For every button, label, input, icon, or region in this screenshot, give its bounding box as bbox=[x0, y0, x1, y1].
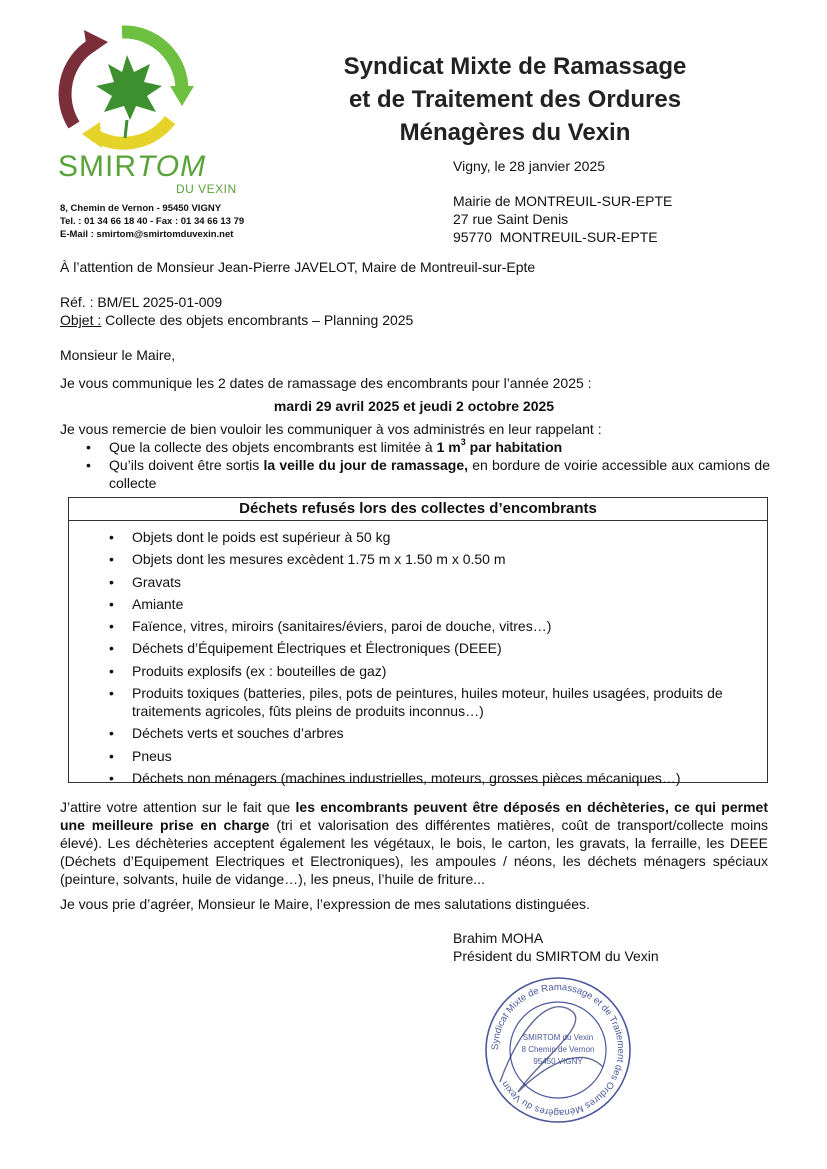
reminder-paragraph: Je vous remercie de bien vouloir les communiquer à vos administrés en leur rappelant : bbox=[60, 421, 602, 437]
reminder-list bbox=[82, 438, 770, 492]
date-line: Vigny, le 28 janvier 2025 bbox=[453, 158, 606, 174]
intro-paragraph: Je vous communique les 2 dates de ramassage des encombrants pour l’année 2025 : bbox=[60, 375, 592, 391]
refused-item: • Déchets d’Équipement Électriques et Électroniques (DEEE) bbox=[105, 639, 765, 657]
collection-dates: mardi 29 avril 2025 et jeudi 2 octobre 2025 bbox=[273, 398, 555, 414]
refused-item: • Amiante bbox=[105, 595, 765, 613]
signatory-title: Président du SMIRTOM du Vexin bbox=[453, 948, 659, 964]
title-line-2: et de Traitement des Ordures bbox=[348, 86, 682, 113]
brand-smir: SMIR bbox=[58, 150, 137, 183]
contact-email: E-Mail : smirtom@smirtomduvexin.net bbox=[60, 229, 234, 240]
maroon-arrow bbox=[65, 45, 92, 125]
refused-item: • Objets dont les mesures excèdent 1.75 m x 1.50 m x 0.50 m bbox=[105, 550, 765, 568]
refused-waste-list bbox=[105, 528, 765, 791]
refused-item: • Pneus bbox=[105, 747, 765, 765]
title-line-1: Syndicat Mixte de Ramassage bbox=[343, 53, 687, 80]
subject-line bbox=[60, 311, 768, 329]
subject-text: Collecte des objets encombrants – Planning 2025 bbox=[101, 312, 414, 328]
brand-tom: TOM bbox=[137, 150, 207, 183]
maroon-arrowhead bbox=[84, 30, 108, 56]
refused-item: • Faïence, vitres, miroirs (sanitaires/éviers, paroi de douche, vitres…) bbox=[105, 617, 765, 635]
refused-item: • Produits explosifs (ex : bouteilles de gaz) bbox=[105, 662, 765, 680]
dechetterie-paragraph: J’attire votre attention sur le fait que les encombrants peuvent être déposés en déchèteries, ce qui permet une meilleure prise en charge (tri et valorisation des différentes matières, coût de transport/collecte moins élevé). Les déchèteries acceptent également les végétaux, le bois, le carton, les gravats, la ferraille, les DEEE (Déchets d’Equipement Electriques et Electroniques), les ampoules / néons, les déchets ménagers spéciaux (peinture, solvants, huile de vidange…), les pneus, l’huile de friture... bbox=[60, 799, 768, 887]
yellow-arrowhead bbox=[82, 122, 102, 148]
svg-text:8 Chemin de Vernon: 8 Chemin de Vernon bbox=[521, 1045, 595, 1054]
recipient-line-1: Mairie de MONTREUIL-SUR-EPTE bbox=[453, 193, 673, 209]
subject-label: Objet : bbox=[60, 312, 102, 328]
closing-formula: Je vous prie d’agréer, Monsieur le Maire, l’expression de mes salutations distinguées. bbox=[60, 896, 590, 912]
reminder-item-volume: • Que la collecte des objets encombrants est limitée à 1 $m^3$ par habitation bbox=[82, 438, 770, 456]
leaf-icon bbox=[96, 55, 162, 138]
refused-waste-heading: Déchets refusés lors des collectes d’encombrants bbox=[69, 498, 767, 521]
reference-line: Réf. : BM/EL 2025-01-009 bbox=[60, 294, 223, 310]
title-line-3: Ménagères du Vexin bbox=[399, 119, 631, 146]
refused-item: • Objets dont le poids est supérieur à 50 kg bbox=[105, 528, 765, 546]
letterhead-title bbox=[300, 50, 730, 149]
brand-subtitle: DU VEXIN bbox=[176, 182, 237, 196]
green-arrowhead bbox=[170, 86, 194, 106]
brand-name bbox=[58, 150, 206, 184]
contact-phone: Tel. : 01 34 66 18 40 - Fax : 01 34 66 13 79 bbox=[60, 216, 245, 227]
recipient-address bbox=[453, 192, 672, 246]
salutation: Monsieur le Maire, bbox=[60, 347, 176, 363]
official-stamp bbox=[478, 972, 638, 1128]
refused-item: • Déchets non ménagers (machines industrielles, moteurs, grosses pièces mécaniques…) bbox=[105, 769, 765, 787]
signatory-name: Brahim MOHA bbox=[453, 930, 544, 946]
attention-line: À l’attention de Monsieur Jean-Pierre JAVELOT, Maire de Montreuil-sur-Epte bbox=[60, 259, 536, 275]
recipient-line-2: 27 rue Saint Denis bbox=[453, 211, 569, 227]
reminder-item-timing: • Qu’ils doivent être sortis la veille du jour de ramassage, en bordure de voirie accessible aux camions de collecte bbox=[82, 456, 770, 492]
yellow-arrow bbox=[94, 120, 170, 143]
refused-item: • Gravats bbox=[105, 573, 765, 591]
svg-text:SMIRTOM du Vexin: SMIRTOM du Vexin bbox=[522, 1033, 594, 1042]
refused-item: • Déchets verts et souches d’arbres bbox=[105, 724, 765, 742]
signature-block bbox=[453, 929, 659, 965]
contact-address: 8, Chemin de Vernon - 95450 VIGNY bbox=[60, 203, 222, 214]
refused-item: • Produits toxiques (batteries, piles, pots de peintures, huiles moteur, huiles usagées, produits de traitements agricoles, fûts pleins de produits inconnus…) bbox=[105, 684, 765, 720]
contact-block bbox=[60, 202, 244, 241]
smirtom-logo bbox=[52, 20, 202, 160]
refused-waste-box bbox=[68, 497, 768, 786]
svg-text:Syndicat Mixte de Ramassage et: Syndicat Mixte de Ramassage et de Traitement des Ordures Ménagères du Vexin bbox=[489, 981, 627, 1119]
recipient-line-3: 95770 MONTREUIL-SUR-EPTE bbox=[453, 229, 658, 245]
svg-text:95450 VIGNY: 95450 VIGNY bbox=[533, 1057, 583, 1066]
